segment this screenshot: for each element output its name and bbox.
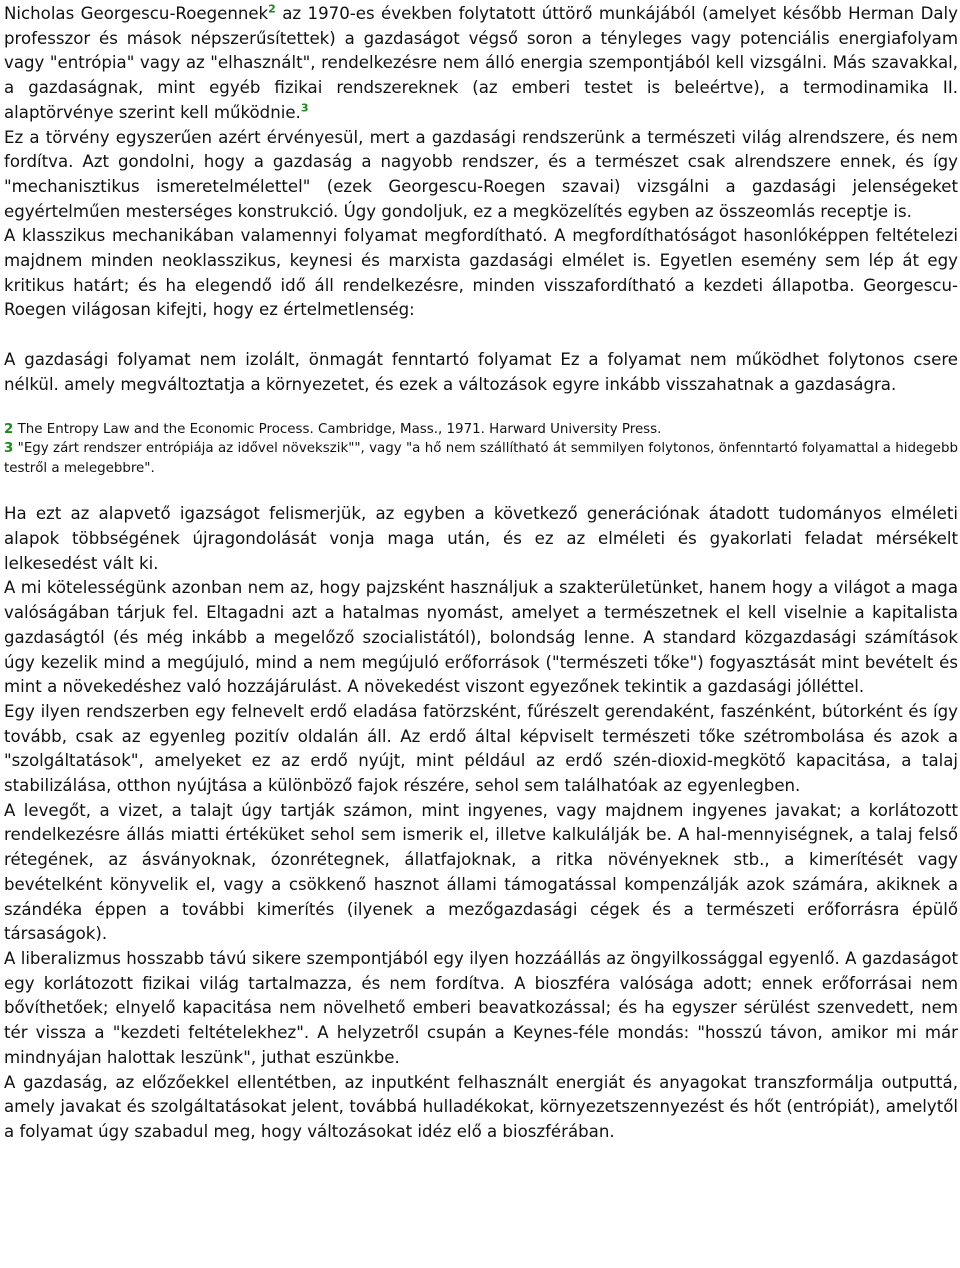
paragraph-intro [4, 2, 958, 126]
footnote-number: 3 [4, 441, 14, 457]
paragraph-intro-text-cont: az 1970-es években folytatott úttörő munkájából (amelyet később Herman Daly professzor és mások népszerűsítettek) a gazdaságot végső soron a tényleges vagy potenciális energiafolyam vagy "entrópia" vagy az "elhasznált", rendelkezésre nem álló energia szempontjából kell vizsgálni. Más szavakkal, a gazdaságnak, mint egyéb fizikai rendszereknek (az emberi testet is beleértve), a termodinamika II. alaptörvénye szerint kell működnie. [4, 4, 958, 122]
body-continued [4, 502, 958, 1144]
footnotes [4, 420, 958, 479]
footnote-ref-2[interactable]: 2 [268, 2, 276, 16]
paragraph: A liberalizmus hosszabb távú sikere szempontjából egy ilyen hozzáállás az öngyilkossággal egyenlő. A gazdaságot egy korlátozott fizikai világ tartalmazza, és nem fordítva. A bioszféra valósága adott; ennek erőforrásai nem bővíthetőek; elnyelő kapacitása nem növelhető emberi beavatkozással; és ha egyszer sérülést szenvedett, nem tér vissza a "kezdeti feltételekhez". A helyzetről csupán a Keynes-féle mondás: "hosszú távon, amikor mi már mindnyájan halottak leszünk", juthat eszünkbe. [4, 948, 958, 1067]
paragraph-law: Ez a törvény egyszerűen azért érvényesül, mert a gazdasági rendszerünk a természeti világ alrendszere, és nem fordítva. Azt gondolni, hogy a gazdaság a nagyobb rendszer, és a természet csak alrendszere ennek, és így "mechanisztikus ismeretelmélettel" (ezek Georgescu-Roegen szavai) vizsgálni a gazdasági jelenségeket egyértelműen mesterséges konstrukció. Úgy gondoljuk, ez a megközelítés egyben az összeomlás receptje is. [4, 127, 958, 221]
footnote-number: 2 [4, 421, 14, 437]
paragraph: A gazdaság, az előzőekkel ellentétben, az inputként felhasznált energiát és anyagokat transzformálja outputtá, amely javakat és szolgáltatásokat jelent, továbbá hulladékokat, környezetszennyezést és hőt (entrópiát), amelytől a folyamat úgy szabadul meg, hogy változásokat idéz elő a bioszférában. [4, 1072, 958, 1141]
footnote-2 [4, 420, 958, 440]
paragraph: Egy ilyen rendszerben egy felnevelt erdő eladása fatörzsként, fűrészelt gerendaként, faszénként, bútorként és így tovább, csak az egyenleg pozitív oldalán áll. Az erdő által képviselt természeti tőke szétrombolása és azok a "szolgáltatások", amelyeket ez az erdő nyújt, mint például az erdő szén-dioxid-megkötő kapacitása, a talaj stabilizálása, otthon nyújtása a különböző fajok részére, sehol sem találhatóak az egyenlegben. [4, 701, 958, 796]
paragraph-quote: A gazdasági folyamat nem izolált, önmagát fenntartó folyamat Ez a folyamat nem működhet folytonos csere nélkül. amely megváltoztatja a környezetet, és ezek a változások egyre inkább visszahatnak a gazdaságra. [4, 350, 958, 394]
paragraph-intro-text: Nicholas Georgescu-Roegennek [4, 4, 269, 23]
footnote-ref-3[interactable]: 3 [300, 101, 309, 115]
paragraph: A mi kötelességünk azonban nem az, hogy pajzsként használjuk a szakterületünket, hanem hogy a világot a maga valóságában tárjuk fel. Eltagadni azt a hatalmas nyomást, amelyet a természetnek el kell viselnie a kapitalista gazdaságtól (és még inkább a megelőző szocialistától), bolondság lenne. A standard közgazdasági számítások úgy kezelik mind a megújuló, mind a nem megújuló erőforrások ("természeti tőke") fogyasztását mint bevételt és mint a növekedéshez való hozzájárulást. A növekedést viszont egyezőnek tekintik a gazdasági jólléttel. [4, 578, 958, 697]
paragraph-mechanics: A klasszikus mechanikában valamennyi folyamat megfordítható. A megfordíthatóságot hasonlóképpen feltételezi majdnem minden neoklasszikus, keynesi és marxista gazdasági elmélet is. Egyetlen esemény sem lép át egy kritikus határt; és ha elegendő idő áll rendelkezésre, minden visszafordítható a kezdeti állapotba. Georgescu-Roegen világosan kifejti, hogy ez értelmetlenség: [4, 226, 958, 320]
paragraph: A levegőt, a vizet, a talajt úgy tartják számon, mint ingyenes, vagy majdnem ingyenes javakat; a korlátozott rendelkezésre állás miatti értéküket sehol sem ismerik el, illetve kalkulálják be. A hal-mennyiségnek, a talaj felső rétegének, az ásványoknak, ózonrétegnek, állatfajoknak, a ritka növényeknek stb., a kimerítését vagy bevételként könyvelik el, vagy a csökkenő hasznot állami támogatással kompenzálják azok számára, akiknek a szándéka éppen a további kimerítés (ilyenek a mezőgazdasági cégek és a természeti erőforrásra épülő társaságok). [4, 800, 958, 944]
paragraph: Ha ezt az alapvető igazságot felismerjük, az egyben a következő generációnak átadott tudományos elméleti alapok többségének újragondolását vonja maga után, és ez az elméleti és gyakorlati feladat mérsékelt lelkesedést vált ki. [4, 504, 958, 573]
footnote-3 [4, 439, 958, 478]
footnote-text: The Entropy Law and the Economic Process. Cambridge, Mass., 1971. Harward University Press. [13, 421, 662, 437]
footnote-text: "Egy zárt rendszer entrópiája az idővel növekszik"", vagy "a hő nem szállítható át semmilyen folytonos, önfenntartó folyamattal a hidegebb testről a melegebbre". [4, 441, 958, 476]
